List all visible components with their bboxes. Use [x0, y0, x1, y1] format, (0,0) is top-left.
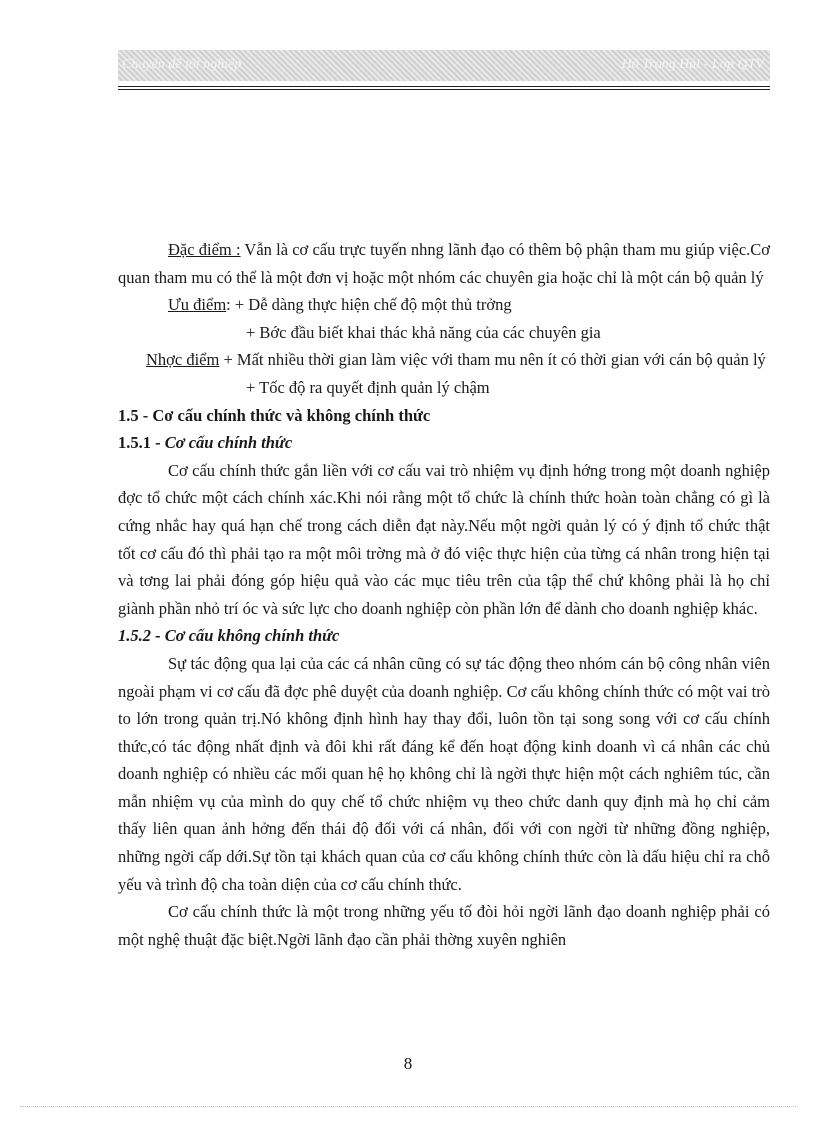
section-heading-1-5-1	[118, 429, 770, 457]
nhuoc-diem-line-1	[118, 346, 770, 374]
header-rule	[118, 86, 770, 90]
uu-diem-label: Ưu điểm	[168, 295, 227, 315]
section-heading-1-5: 1.5 - Cơ cấu chính thức và không chính thức	[118, 405, 431, 425]
section-1-5-1-title: Cơ cấu chính thức	[164, 433, 293, 453]
uu-diem-line-2: + Bớc đầu biết khai thác khả năng của các chuyên gia	[246, 322, 601, 342]
nhuoc-diem-item-1: + Mất nhiều thời gian làm việc với tham mu nên ít có thời gian với cán bộ quản lý	[219, 350, 766, 370]
header-right-text: Hồ Trọng Hải - Lớp QTV	[621, 57, 764, 72]
page-body	[118, 236, 770, 953]
uu-diem-line-1	[118, 291, 770, 319]
page-bottom-edge	[20, 1106, 796, 1107]
dac-diem-paragraph	[118, 236, 770, 291]
nhuoc-diem-line-2: + Tốc độ ra quyết định quản lý chậm	[246, 377, 490, 397]
header-left-text: Chuyên đề tốt nghiệp	[122, 57, 242, 72]
paragraph-leadership: Cơ cấu chính thức là một trong những yếu tố đòi hỏi ngời lãnh đạo doanh nghiệp phải có một nghệ thuật đặc biệt.Ngời lãnh đạo cần phải thờng xuyên nghiên	[118, 902, 770, 949]
dac-diem-label: Đặc điểm :	[168, 240, 241, 259]
page-header	[118, 50, 770, 81]
dac-diem-text: Vẫn là cơ cấu trực tuyến nhng lãnh đạo có thêm bộ phận tham mu giúp việc.Cơ quan tham mu có thể là một đơn vị hoặc một nhóm các chuyên gia hoặc chỉ là một cán bộ quản lý	[118, 240, 770, 287]
section-heading-1-5-2: 1.5.2 - Cơ cấu không chính thức	[118, 626, 340, 646]
paragraph-informal-structure: Sự tác động qua lại của các cá nhân cũng có sự tác động theo nhóm cán bộ công nhân viên ngoài phạm vi cơ cấu đã đợc phê duyệt của doanh nghiệp. Cơ cấu không chính thức có một vai trò to lớn trong quản trị.Nó không định hình hay thay đổi, luôn tồn tại song song với cơ cấu chính thức,có tác động nhất định và đôi khi rất đáng kể đến hoạt động kinh doanh vì cá nhân các chủ doanh nghiệp có nhiều các mối quan hệ họ không chỉ là ngời thực hiện một cách nghiêm túc, cần mẫn nhiệm vụ của mình do quy chế tổ chức nhiệm vụ theo chức danh quy định mà họ chỉ cảm thấy liên quan ảnh hởng đến thái độ đối với cá nhân, đối với con ngời từ những đồng nghiệp, những ngời cấp dới.Sự tồn tại khách quan của cơ cấu không chính thức còn là dấu hiệu chỉ ra chỗ yếu và trình độ cha toàn diện của cơ cấu chính thức.	[118, 653, 770, 894]
nhuoc-diem-label: Nhợc điểm	[146, 350, 220, 370]
paragraph-formal-structure: Cơ cấu chính thức gắn liền với cơ cấu vai trò nhiệm vụ định hớng trong một doanh nghiệp đợc tổ chức một cách chính xác.Khi nói rằng một tổ chức là chính thức hoàn toàn chẳng có gì là cứng nhắc hay quá hạn chế trong cách diễn đạt này.Nếu một ngời quản lý có ý định tổ chức thật tốt cơ cấu đó thì phải tạo ra một môi trờng mà ở đó việc thực hiện của từng cá nhân trong hiện tại và tơng lai phải đóng góp hiệu quả vào các mục tiêu trên của tập thể chứ không phải là họ chỉ giành phần nhỏ trí óc và sức lực cho doanh nghiệp còn phần lớn để dành cho doanh nghiệp khác.	[118, 460, 770, 618]
uu-diem-item-1: : + Dễ dàng thực hiện chế độ một thủ trởng	[226, 295, 512, 315]
section-1-5-1-number: 1.5.1 -	[118, 433, 165, 453]
page-number: 8	[403, 1054, 413, 1073]
